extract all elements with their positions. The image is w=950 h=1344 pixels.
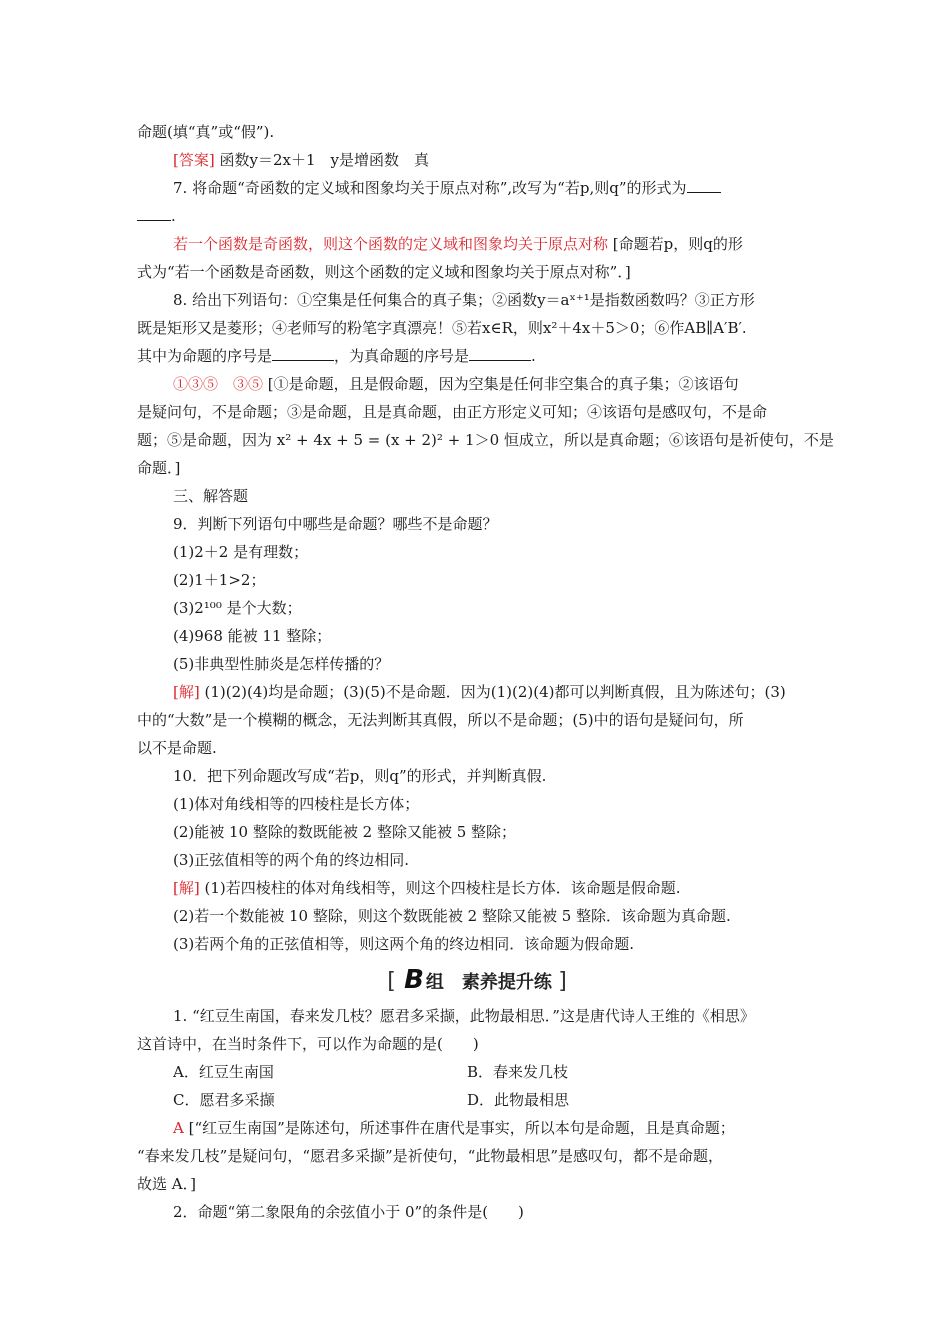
answer-explanation: 命题．] [137,459,181,477]
question-9-item [137,538,817,566]
question-text: 9．判断下列语句中哪些是命题？哪些不是命题？ [173,515,498,533]
answer-highlight: 若一个函数是奇函数，则这个函数的定义域和图象均关于原点对称 [173,235,609,253]
option-d: D．此物最相思 [467,1091,570,1109]
list-item: (3)正弦值相等的两个角的终边相同. [173,851,410,869]
options-row [137,1086,817,1114]
question-8-cont [137,342,817,370]
option-c: C．愿君多采撷 [173,1091,275,1109]
solution-tag: [解] [173,683,200,701]
answer-8 [137,370,817,398]
banner-bracket-right: ] [558,969,567,994]
question-text: 8. 给出下列语句：①空集是任何集合的真子集；②函数y＝aˣ⁺¹是指数函数吗？③正方形 [173,291,755,309]
answer-8-cont [137,454,817,482]
list-item: (3)2¹⁰⁰ 是个大数； [173,599,302,617]
question-9-item [137,622,817,650]
question-text: 其中为命题的序号是 [137,347,273,365]
answer-7-cont [137,258,817,286]
option-a: A．红豆生南国 [173,1063,274,1081]
question-9-item [137,566,817,594]
list-item: (2)能被 10 整除的数既能被 2 整除又能被 5 整除； [173,823,517,841]
question-10 [137,762,817,790]
answer-8-cont [137,398,817,426]
question-b1-cont [137,1030,817,1058]
answer-9 [137,678,817,706]
question-text: 2．命题“第二象限角的余弦值小于 0”的条件是( ) [173,1203,524,1221]
answer-10 [137,874,817,902]
answer-explanation: (3)若两个角的正弦值相等，则这两个角的终边相同．该命题为假命题. [173,935,635,953]
answer-explanation: 以不是命题. [137,739,217,757]
answer-10-item [137,902,817,930]
answer-b1 [137,1114,817,1142]
question-b1 [137,1002,817,1030]
question-fragment: 命题(填“真”或“假”). [137,123,275,141]
solution-tag: [解] [173,879,200,897]
answer-explanation: 题；⑤是命题，因为 x² + 4x + 5 = (x + 2)² + 1＞0 恒成立，所以是真命题；⑥该语句是祈使句，不是 [137,431,834,449]
section-title: 三、解答题 [173,487,249,505]
answer-blank [687,178,721,193]
question-text: 10．把下列命题改写成“若p，则q”的形式，并判断真假. [173,767,547,785]
question-text: . [171,207,176,225]
section-banner [137,960,817,1000]
question-text: 7. 将命题“奇函数的定义域和图象均关于原点对称”,改写为“若p,则q”的形式为 [173,179,687,197]
answer-7 [137,230,817,258]
answer-explanation: 是疑问句，不是命题；③是命题，且是真命题，由正方形定义可知；④该语句是感叹句，不是命 [137,403,768,421]
list-item: (1)2＋2 是有理数； [173,543,309,561]
question-10-item [137,846,817,874]
answer-9-cont [137,706,817,734]
question-10-item [137,790,817,818]
answer-10-item [137,930,817,958]
section-heading [137,482,817,510]
text-line [137,118,817,146]
question-8 [137,286,817,314]
question-9 [137,510,817,538]
question-b2 [137,1198,817,1226]
answer-highlight: A [173,1119,184,1137]
question-text: 这首诗中，在当时条件下，可以作为命题的是( ) [137,1035,479,1053]
answer-explanation: [命题若p，则q的形 [608,235,743,253]
answer-blank [272,346,334,361]
list-item: (4)968 能被 11 整除； [173,627,332,645]
answer-9-cont [137,734,817,762]
list-item: (5)非典型性肺炎是怎样传播的？ [173,655,390,673]
question-9-item [137,650,817,678]
question-7 [137,174,817,202]
answer-explanation: 故选 A．] [137,1175,196,1193]
options-row [137,1058,817,1086]
answer-8-cont [137,426,834,454]
answer-line [137,146,817,174]
answer-tag: [答案] [173,151,215,169]
list-item: (2)1＋1>2； [173,571,266,589]
answer-explanation: [“红豆生南国”是陈述句，所述事件在唐代是事实，所以本句是命题，且是真命题； [183,1119,735,1137]
question-9-item [137,594,817,622]
banner-bracket-left: [ [387,969,396,994]
answer-text: 函数y＝2x＋1 y是增函数 真 [214,151,429,169]
option-b: B．春来发几枝 [467,1063,569,1081]
answer-highlight: ①③⑤ ③⑤ [173,375,264,393]
question-text: . [531,347,536,365]
question-8-cont [137,314,817,342]
banner-title: 组 素养提升练 [425,972,552,993]
question-10-item [137,818,817,846]
answer-blank [469,346,531,361]
group-letter-icon: B [404,965,424,995]
answer-explanation: [①是命题，且是假命题，因为空集是任何非空集合的真子集；②该语句 [263,375,739,393]
question-text: 1. “红豆生南国，春来发几枝？愿君多采撷，此物最相思．”这是唐代诗人王维的《相思》 [173,1007,755,1025]
question-text: 既是矩形又是菱形；④老师写的粉笔字真漂亮！⑤若x∈R，则x²＋4x＋5＞0；⑥作AB∥A′B′. [137,319,747,337]
document-page [137,118,834,1226]
answer-b1-cont [137,1170,817,1198]
answer-explanation: (1)(2)(4)均是命题；(3)(5)不是命题．因为(1)(2)(4)都可以判断真假，且为陈述句；(3) [199,683,786,701]
answer-explanation: 式为“若一个函数是奇函数，则这个函数的定义域和图象均关于原点对称”．] [137,263,631,281]
answer-explanation: (1)若四棱柱的体对角线相等，则这个四棱柱是长方体．该命题是假命题. [199,879,681,897]
question-7-cont [137,202,817,230]
question-text: ，为真命题的序号是 [334,347,470,365]
answer-b1-cont [137,1142,817,1170]
answer-explanation: “春来发几枝”是疑问句，“愿君多采撷”是祈使句，“此物最相思”是感叹句，都不是命题， [137,1147,724,1165]
list-item: (1)体对角线相等的四棱柱是长方体； [173,795,420,813]
answer-explanation: (2)若一个数能被 10 整除，则这个数既能被 2 整除又能被 5 整除．该命题为真命题. [173,907,731,925]
answer-blank [137,206,171,221]
answer-explanation: 中的“大数”是一个模糊的概念，无法判断其真假，所以不是命题；(5)中的语句是疑问句，所 [137,711,744,729]
